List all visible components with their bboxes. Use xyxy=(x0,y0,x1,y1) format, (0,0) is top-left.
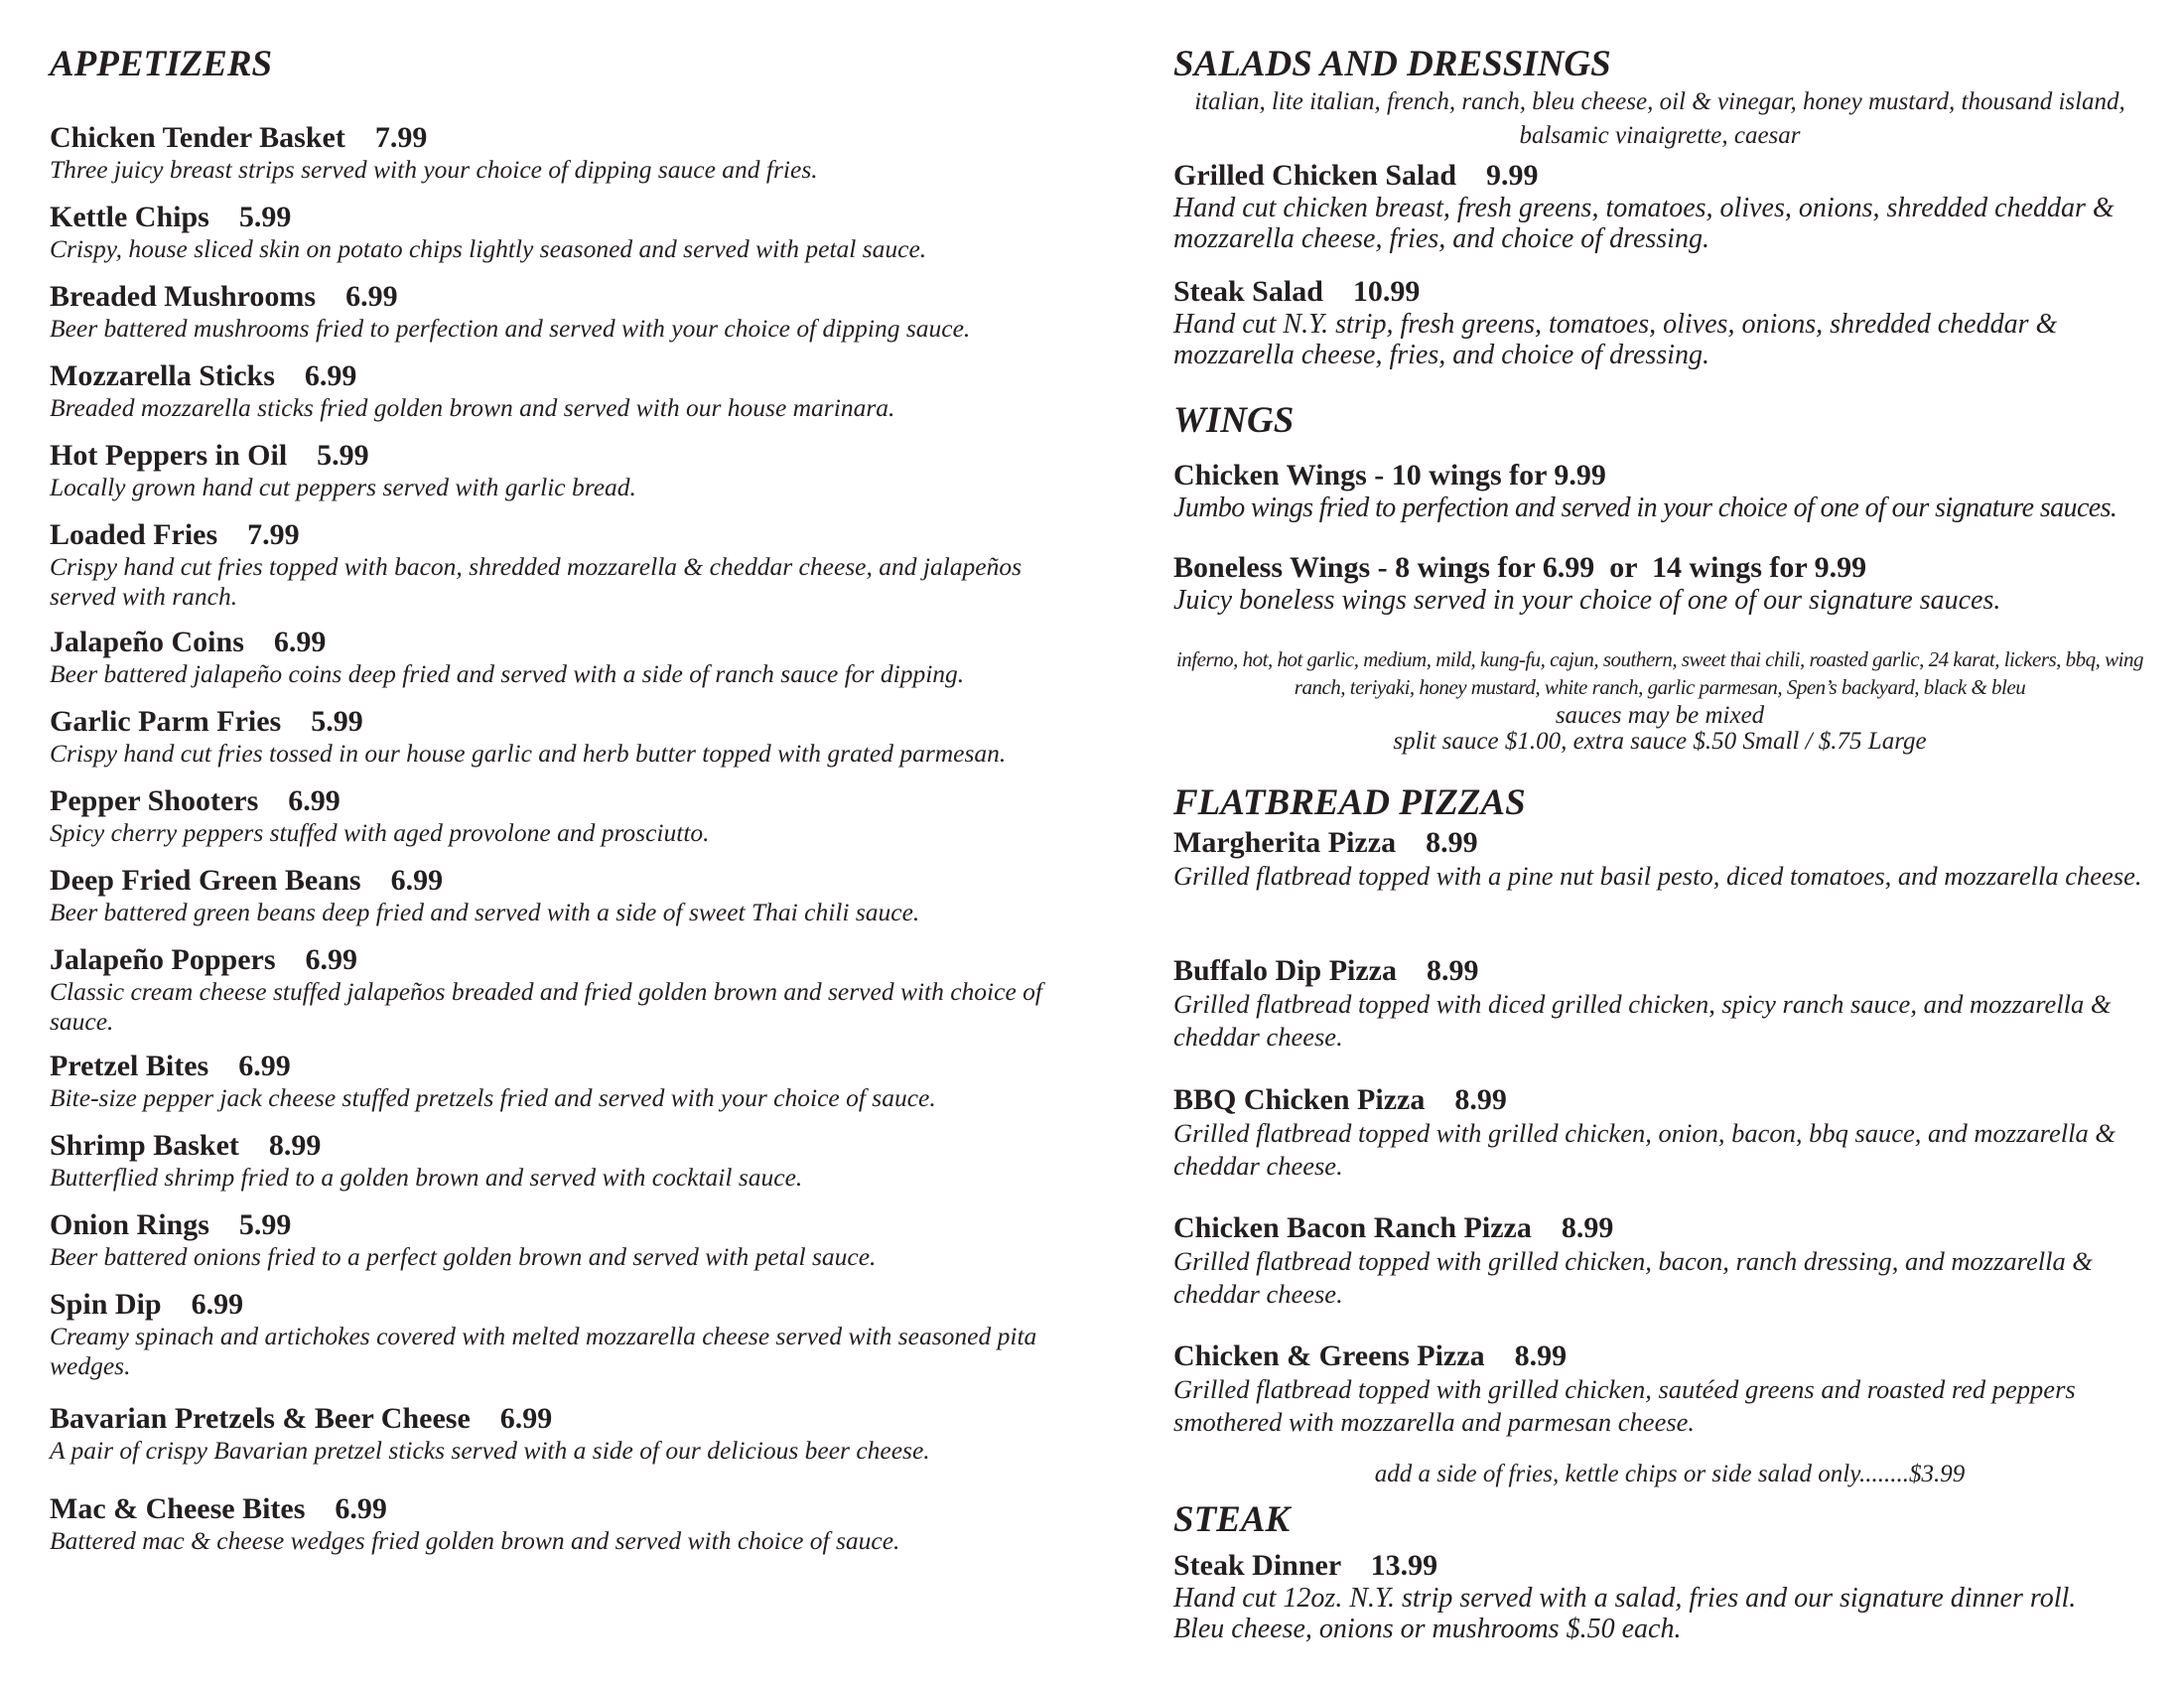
menu-item xyxy=(50,121,1062,185)
section-heading-wings: WINGS xyxy=(1173,400,1295,441)
item-title: BBQ Chicken Pizza 8.99 xyxy=(1173,1083,1507,1116)
sauces-mixed-note: sauces may be mixed xyxy=(1555,702,1765,729)
item-title: Loaded Fries 7.99 xyxy=(50,518,300,551)
item-title: Steak Salad 10.99 xyxy=(1173,275,1421,308)
item-description: Jumbo wings fried to perfection and served in your choice of one of our signature sauces. xyxy=(1173,492,2117,523)
item-title: Pretzel Bites 6.99 xyxy=(50,1050,291,1082)
menu-item xyxy=(1173,459,2146,523)
item-description: Grilled flatbread topped with diced grilled chicken, spicy ranch sauce, and mozzarella & cheddar cheese. xyxy=(1173,989,2112,1052)
item-description: Hand cut chicken breast, fresh greens, tomatoes, olives, onions, shredded cheddar & mozzarella cheese, fries, and choice of dressing. xyxy=(1173,193,2115,254)
item-title: Margherita Pizza 8.99 xyxy=(1173,826,1478,859)
item-description: Battered mac & cheese wedges fried golden brown and served with choice of sauce. xyxy=(50,1526,900,1555)
item-title: Onion Rings 5.99 xyxy=(50,1208,292,1241)
menu-item xyxy=(50,1050,1062,1113)
item-description: A pair of crispy Bavarian pretzel sticks served with a side of our delicious beer cheese. xyxy=(50,1436,930,1465)
menu-item xyxy=(1173,275,2146,370)
menu-item xyxy=(50,705,1062,769)
menu-item xyxy=(1173,1211,2146,1311)
menu-item xyxy=(1173,1083,2146,1183)
item-title: Breaded Mushrooms 6.99 xyxy=(50,280,398,313)
menu-item xyxy=(1173,159,2146,254)
item-title: Bavarian Pretzels & Beer Cheese 6.99 xyxy=(50,1402,553,1435)
item-description: Three juicy breast strips served with your choice of dipping sauce and fries. xyxy=(50,155,818,184)
item-description: Beer battered onions fried to a perfect golden brown and served with petal sauce. xyxy=(50,1242,877,1271)
menu-item xyxy=(1173,1549,2107,1644)
menu-item xyxy=(50,201,1062,264)
menu-item xyxy=(50,359,1062,423)
item-title: Mozzarella Sticks 6.99 xyxy=(50,359,357,392)
item-description: Grilled flatbread topped with a pine nut basil pesto, diced tomatoes, and mozzarella cheese. xyxy=(1173,861,2142,891)
item-description: Breaded mozzarella sticks fried golden brown and served with our house marinara. xyxy=(50,393,895,422)
item-title: Grilled Chicken Salad 9.99 xyxy=(1173,159,1539,192)
item-title: Buffalo Dip Pizza 8.99 xyxy=(1173,954,1479,987)
menu-item xyxy=(50,1208,1062,1272)
sauce-price-note: split sauce $1.00, extra sauce $.50 Small / $.75 Large xyxy=(1393,728,1927,755)
item-description: Hand cut 12oz. N.Y. strip served with a salad, fries and our signature dinner roll. Bleu cheese, onions or mushrooms $.50 each. xyxy=(1173,1583,2077,1644)
menu-item xyxy=(50,626,1062,689)
menu-item xyxy=(50,518,1062,612)
dressings-list: italian, lite italian, french, ranch, bleu cheese, oil & vinegar, honey mustard, thousand island, balsamic vinaigrette, caesar xyxy=(1194,88,2125,149)
item-description: Butterflied shrimp fried to a golden brown and served with cocktail sauce. xyxy=(50,1163,803,1192)
item-title: Boneless Wings - 8 wings for 6.99 or 14 wings for 9.99 xyxy=(1173,551,1867,584)
item-title: Chicken Bacon Ranch Pizza 8.99 xyxy=(1173,1211,1614,1244)
side-addon-note: add a side of fries, kettle chips or side salad only........$3.99 xyxy=(1374,1461,1966,1487)
item-description: Creamy spinach and artichokes covered with melted mozzarella cheese served with seasoned pita wedges. xyxy=(50,1322,1037,1380)
item-description: Locally grown hand cut peppers served with garlic bread. xyxy=(50,473,636,501)
item-description: Bite-size pepper jack cheese stuffed pretzels fried and served with your choice of sauce. xyxy=(50,1083,936,1112)
menu-item xyxy=(50,1129,1062,1193)
item-description: Beer battered green beans deep fried and served with a side of sweet Thai chili sauce. xyxy=(50,898,920,926)
item-description: Spicy cherry peppers stuffed with aged provolone and prosciutto. xyxy=(50,818,710,847)
menu-item xyxy=(50,1402,1062,1466)
item-title: Deep Fried Green Beans 6.99 xyxy=(50,864,444,897)
item-title: Pepper Shooters 6.99 xyxy=(50,784,341,817)
sauce-list: inferno, hot, hot garlic, medium, mild, kung-fu, cajun, southern, sweet thai chili, roasted garlic, 24 karat, lickers, bbq, wing ranch, teriyaki, honey mustard, white ranch, garlic parmesan, Spen’s backyard, black & bleu xyxy=(1175,647,2144,699)
item-description: Grilled flatbread topped with grilled chicken, sautéed greens and roasted red peppers smothered with mozzarella and parmesan cheese. xyxy=(1173,1374,2076,1437)
item-title: Spin Dip 6.99 xyxy=(50,1288,244,1321)
menu-item xyxy=(50,943,1062,1037)
menu-item xyxy=(50,280,1062,344)
item-title: Kettle Chips 5.99 xyxy=(50,201,292,233)
item-title: Jalapeño Poppers 6.99 xyxy=(50,943,358,976)
menu-item xyxy=(50,864,1062,927)
item-title: Shrimp Basket 8.99 xyxy=(50,1129,322,1162)
item-description: Grilled flatbread topped with grilled chicken, onion, bacon, bbq sauce, and mozzarella & cheddar cheese. xyxy=(1173,1118,2116,1181)
section-heading-steak: STEAK xyxy=(1173,1499,1291,1540)
section-heading-appetizers: APPETIZERS xyxy=(50,44,273,84)
item-description: Classic cream cheese stuffed jalapeños breaded and fried golden brown and served with choice of sauce. xyxy=(50,977,1042,1036)
menu-item xyxy=(1173,1339,2146,1439)
menu-item xyxy=(50,1492,1062,1556)
item-title: Chicken Tender Basket 7.99 xyxy=(50,121,428,154)
menu-item xyxy=(50,439,1062,502)
item-description: Crispy hand cut fries topped with bacon, shredded mozzarella & cheddar cheese, and jalapeños served with ranch. xyxy=(50,552,1023,611)
menu-item xyxy=(1173,954,2146,1054)
item-title: Garlic Parm Fries 5.99 xyxy=(50,705,363,738)
item-description: Juicy boneless wings served in your choice of one of our signature sauces. xyxy=(1173,585,2001,616)
item-description: Grilled flatbread topped with grilled chicken, bacon, ranch dressing, and mozzarella & cheddar cheese. xyxy=(1173,1246,2093,1309)
item-description: Crispy, house sliced skin on potato chips lightly seasoned and served with petal sauce. xyxy=(50,234,927,263)
menu-item xyxy=(50,784,1062,848)
item-title: Jalapeño Coins 6.99 xyxy=(50,626,327,658)
item-description: Beer battered jalapeño coins deep fried and served with a side of ranch sauce for dipping. xyxy=(50,659,965,688)
item-title: Chicken Wings - 10 wings for 9.99 xyxy=(1173,459,1606,492)
item-description: Crispy hand cut fries tossed in our house garlic and herb butter topped with grated parmesan. xyxy=(50,739,1007,768)
item-title: Chicken & Greens Pizza 8.99 xyxy=(1173,1339,1568,1372)
item-title: Steak Dinner 13.99 xyxy=(1173,1549,1438,1582)
menu-item xyxy=(1173,826,2146,893)
section-heading-salads: SALADS AND DRESSINGS xyxy=(1173,44,1611,84)
item-description: Beer battered mushrooms fried to perfection and served with your choice of dipping sauce. xyxy=(50,314,971,343)
menu-item xyxy=(50,1288,1062,1381)
item-title: Mac & Cheese Bites 6.99 xyxy=(50,1492,387,1525)
menu-item xyxy=(1173,551,2146,616)
item-description: Hand cut N.Y. strip, fresh greens, tomatoes, olives, onions, shredded cheddar & mozzarella cheese, fries, and choice of dressing. xyxy=(1173,309,2058,370)
section-heading-flatbread-pizzas: FLATBREAD PIZZAS xyxy=(1173,782,1526,823)
item-title: Hot Peppers in Oil 5.99 xyxy=(50,439,369,472)
